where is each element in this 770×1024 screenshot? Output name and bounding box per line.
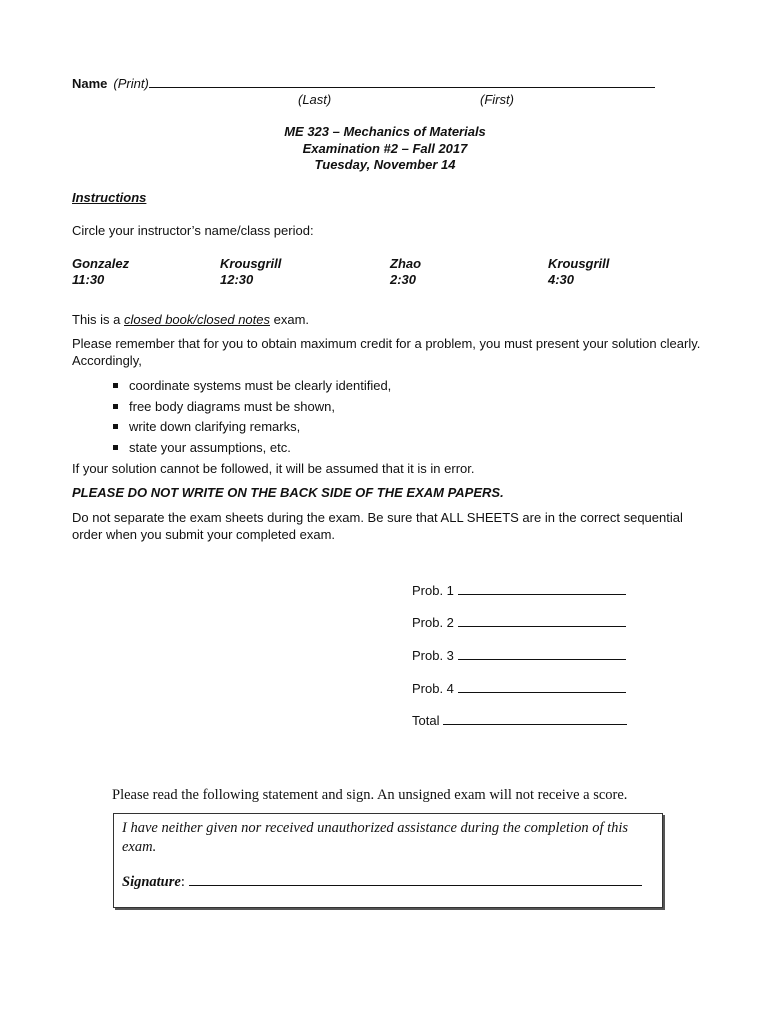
score-label: Prob. 1 bbox=[412, 583, 454, 598]
name-field-row bbox=[72, 75, 655, 91]
score-input-line[interactable] bbox=[443, 713, 627, 725]
signature-label: Signature bbox=[122, 874, 181, 890]
score-label: Prob. 3 bbox=[412, 648, 454, 663]
instructor-name: Krousgrill bbox=[220, 256, 282, 271]
score-input-line[interactable] bbox=[458, 648, 626, 660]
signature-colon: : bbox=[180, 874, 185, 890]
instructor-option-krousgrill-430[interactable] bbox=[548, 256, 609, 288]
closed-book-emphasis: closed book/closed notes bbox=[124, 312, 270, 327]
honor-pledge-text: I have neither given nor received unauthorized assistance during the completion of this exam. bbox=[122, 820, 629, 855]
closed-prefix: This is a bbox=[72, 312, 125, 327]
list-item: free body diagrams must be shown, bbox=[112, 397, 391, 418]
class-period: 2:30 bbox=[390, 272, 417, 287]
list-item: write down clarifying remarks, bbox=[112, 417, 391, 438]
circle-instructor-prompt: Circle your instructor’s name/class period: bbox=[72, 223, 314, 238]
requirements-list bbox=[112, 376, 391, 458]
score-row-total bbox=[412, 713, 627, 728]
exam-header bbox=[0, 124, 770, 174]
instructor-option-krousgrill-1230[interactable] bbox=[220, 256, 281, 288]
class-period: 11:30 bbox=[72, 272, 105, 287]
instructor-name: Gonzalez bbox=[72, 256, 130, 271]
score-label: Total bbox=[412, 713, 440, 728]
last-name-label: (Last) bbox=[298, 92, 332, 107]
score-row-prob-1 bbox=[412, 583, 626, 598]
signature-row bbox=[122, 872, 642, 891]
instructions-heading: Instructions bbox=[72, 190, 147, 205]
honor-pledge-box bbox=[113, 813, 663, 908]
name-label: Name bbox=[72, 76, 108, 91]
closed-suffix: exam. bbox=[270, 312, 310, 327]
list-item: state your assumptions, etc. bbox=[112, 438, 391, 459]
first-name-label: (First) bbox=[480, 92, 514, 107]
instructor-name: Krousgrill bbox=[548, 256, 610, 271]
score-label: Prob. 4 bbox=[412, 681, 454, 696]
score-label: Prob. 2 bbox=[412, 615, 454, 630]
list-item: coordinate systems must be clearly identified, bbox=[112, 376, 391, 397]
course-title: ME 323 – Mechanics of Materials bbox=[284, 124, 486, 139]
exam-date: Tuesday, November 14 bbox=[314, 157, 456, 172]
class-period: 12:30 bbox=[220, 272, 254, 287]
error-notice: If your solution cannot be followed, it will be assumed that it is in error. bbox=[72, 461, 475, 476]
back-side-warning: PLEASE DO NOT WRITE ON THE BACK SIDE OF THE EXAM PAPERS. bbox=[72, 485, 504, 500]
print-label: (Print) bbox=[113, 76, 149, 91]
honor-statement-instruction: Please read the following statement and sign. An unsigned exam will not receive a score. bbox=[112, 787, 628, 803]
signature-input-line[interactable] bbox=[189, 872, 642, 886]
score-row-prob-3 bbox=[412, 648, 626, 663]
credit-reminder: Please remember that for you to obtain maximum credit for a problem, you must present your solution clearly. Accordingly, bbox=[72, 336, 701, 368]
instructor-option-gonzalez[interactable] bbox=[72, 256, 129, 288]
score-row-prob-4 bbox=[412, 681, 626, 696]
closed-book-notice bbox=[72, 312, 309, 327]
name-input-line[interactable] bbox=[149, 75, 655, 88]
exam-title: Examination #2 – Fall 2017 bbox=[302, 140, 468, 156]
instructor-name: Zhao bbox=[390, 256, 422, 271]
instructor-option-zhao[interactable] bbox=[390, 256, 421, 288]
score-input-line[interactable] bbox=[458, 681, 626, 693]
score-row-prob-2 bbox=[412, 615, 626, 630]
class-period: 4:30 bbox=[548, 272, 575, 287]
score-input-line[interactable] bbox=[458, 583, 626, 595]
sheet-order-notice: Do not separate the exam sheets during the exam. Be sure that ALL SHEETS are in the correct sequential order when you submit your completed exam. bbox=[72, 510, 683, 542]
score-input-line[interactable] bbox=[458, 615, 626, 627]
